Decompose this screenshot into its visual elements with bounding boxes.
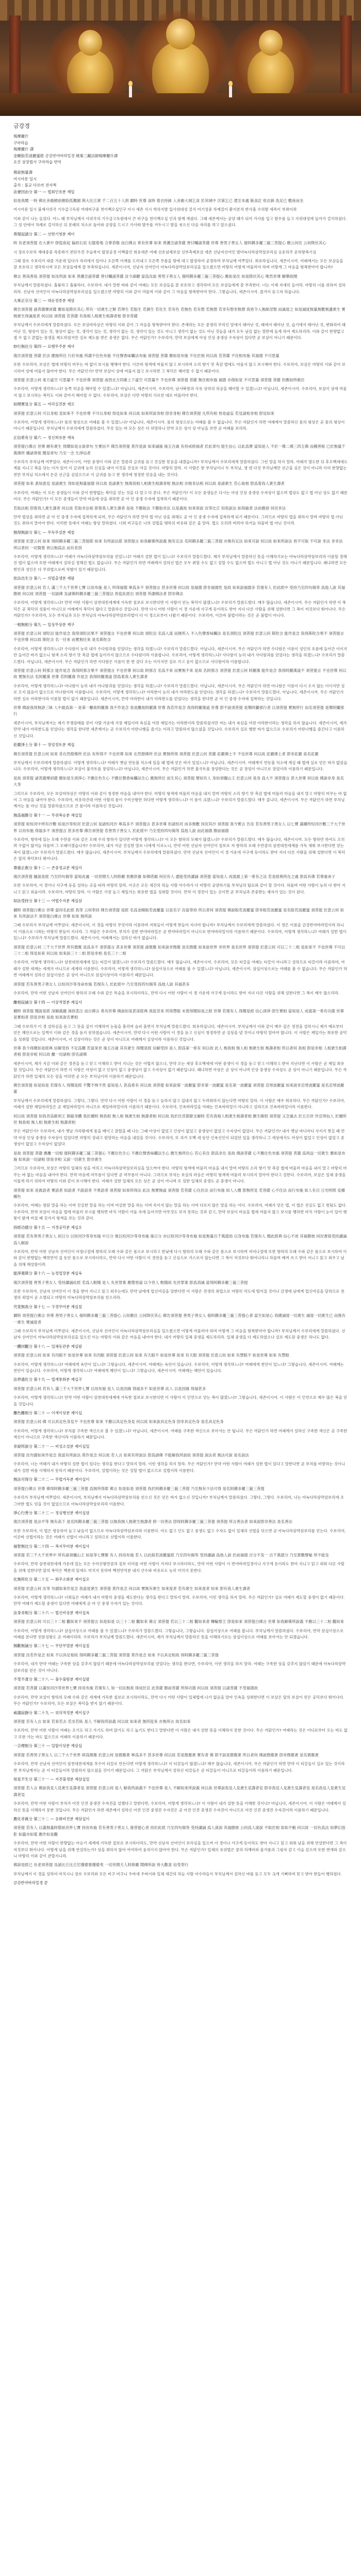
paragraph: 이와 같이 나는 들었다. 어느 때 부처님께서 사위국의 기수급고독원에서 큰 비구들 천이백오십 인과 함께 계셨다. 그때 세존께서는 공양 때가 되어 가사를 입고 발우를 들고 사위대성에 들어가 걸식하셨다. 그 성 안에서 차례로 걸식하신 뒤 본래의 처소로 돌아와 공양을 드시고 가사와 발우를 거두시고 발을 씻으신 다음 자리를 펴고 앉으셨다. [13, 216, 347, 228]
paragraph: 부처님께서 이 경을 설하여 마치시니 장로 수보리와 모든 비구 비구니 우바새 우바이와 일체 세간의 하늘 사람 아수라들이 부처님께서 설하신 바를 듣고 모두 크게 기뻐하며 믿고 받아 받들어 행하였다. [13, 1871, 342, 1876]
paragraph: 是故 須菩提 諸菩薩摩訶薩 應如是生淸淨心 不應住色生心 不應住聲香味觸法生心 應無所住 而生其心 須菩提 譬如有人 身如須彌山王 於意云何 是身 爲大不 須菩提言 甚大世尊 何以故 佛說非身 是名大身 [13, 775, 344, 787]
section-heading-korean: 위의적정분 제이십구 [55, 1710, 90, 1715]
section-heading [13, 1477, 348, 1483]
buddha-statue-left [67, 49, 113, 100]
paragraph: 世尊 我今得聞如是經典 信解受持 不足爲難 若當來世 後五百歲 其有衆生 得聞是經 信解受持 是人 卽爲第一希有 何以故 此人 無我相 無人相 無衆生相 無壽者相 所以者何 我相 卽是非相 人相衆生相壽者相 卽是非相 何以故 離一切諸相 卽名諸佛 [13, 1045, 347, 1057]
separator: — [41, 622, 48, 627]
paragraph: 須菩提 若有人 以滿無量阿僧祇世界七寶 持用布施 若有善男子善女人 發菩提心者 持於此經 乃至四句偈等 受持讀誦 爲人演說 其福勝彼 云何爲人演說 不取於相 如如不動 何以故 一切有爲法 如夢幻泡影 如露亦如電 應作如是觀 [13, 1825, 346, 1837]
paragraph: 何以故 須菩提 如我昔爲歌利王 割截身體 我於爾時 無我相 無人相 無衆生相 無壽者相 何以故 我於往昔節節支解時 若有我相人相衆生相壽者相 應生瞋恨 須菩提 又念過去 於五百世 作忍辱仙人 於爾所世 無我相 無人相 無衆生相 無壽者相 [13, 1113, 347, 1125]
section-heading [13, 1544, 348, 1550]
separator: — [48, 1444, 55, 1449]
separator: — [41, 742, 48, 748]
paragraph: 수보리야, 어떻게 생각하느냐? 부처를 구족한 색신으로 볼 수 있겠느냐? 아닙니다, 세존이시여. 여래를 구족한 색신으로 보아서는 안 됩니다. 무슨 까닭인가 하면 여래께서 설하신 구족한 색신은 곧 구족한 색신이 아니므로 구족한 색신이라 이름하기 때문입니다. [13, 1428, 348, 1440]
separator: — [45, 1743, 52, 1749]
section-heading-hanja: 大乘正宗分 第三 [13, 298, 42, 303]
paragraph: 세존이시여, 부처님께서는 제가 무쟁삼매를 얻어 사람 가운데 가장 제일이며 욕심을 여읜 제일가는 아라한이라 말씀하셨지만 저는 내가 욕심을 여읜 아라한이라는 생각을 하지 않습니다. 세존이시여, 제가 만약 내가 아라한도를 얻었다는 생각을 한다면 세존께서는 곧 수보리가 아란나행을 즐기는 이라고 말씀하지 않으셨을 것입니다. 수보리가 실로 행한 바가 없으므로 수보리가 아란나행을 즐긴다고 이름하신 것입니다. [13, 720, 347, 738]
section-heading [13, 1410, 348, 1416]
paragraph: 時 長老須菩提 在大衆中 卽從座起 偏袒右肩 右膝着地 合掌恭敬 而白佛言 希有世尊 如來 善護念諸菩薩 善付囑諸菩薩 世尊 善男子善女人 發阿耨多羅三藐三菩提心 應云何住 云何降伏其心 [13, 241, 326, 246]
section-heading-korean: 정심행선분 제이십삼 [55, 1510, 90, 1515]
paragraph: 시 장로수보리 재대중중 즉종좌기 편단우견 우슬착지 합장공경 이백불언 희유세존 여래 선호념제보살 선부촉제보살 세존 선남자선여인 발아뇩다라삼먁삼보리심 응운하주 운하항복기심 [13, 249, 317, 255]
paragraph: 須菩提 於意云何 若有人 滿三千大千世界七寶 以用布施 是人 以是因緣 得福多不 如是世尊 此人 以是因緣 得福甚多 [13, 1386, 206, 1391]
paragraph: 佛告須菩提 諸菩薩摩訶薩 應如是降伏其心 所有一切衆生之類 若卵生 若胎生 若濕生 若化生 若有色 若無色 若有想 若無想 若非有想非無想 我皆令入無餘涅槃 而滅度之 如是滅度無量無數無邊衆生 實無衆生得滅度者 何以故 須菩提 若菩薩 有我相人相衆生相壽者相 卽非菩薩 [13, 307, 346, 318]
section-heading-korean: 묘행무주분 제사 [47, 344, 75, 349]
separator: — [45, 812, 52, 818]
section-heading [13, 1816, 348, 1822]
separator: — [48, 1610, 55, 1615]
section-heading-hanja: 法界通化分 第十九 [13, 1377, 45, 1382]
paragraph: 무슨 까닭인가? 수보리야, 내가 옛날 가리왕에게 몸을 베이고 잘렸을 때 나는 그때 아상이 없었고 인상이 없었고 중생상이 없었고 수자상이 없었다. 무슨 까닭인가? 내가 옛날 마디마디 사지가 찢길 때 만약 아상 인상 중생상 수자상이 있었다면 마땅히 성내고 원망하는 마음을 내었을 것이다. 수보리야, 또 과거 오백 세 동안 인욕선인이 되었던 일을 생각하니 그 세상에서도 아상이 없었고 인상이 없었고 중생상이 없었고 수자상이 없었다. [13, 1129, 345, 1147]
meta-line: 鳩摩羅什 [13, 134, 29, 139]
section-heading-korean: 정신희유분 제육 [47, 435, 75, 440]
section-heading [13, 1377, 348, 1383]
section-heading [13, 1776, 348, 1783]
meta-line: 金剛般若波羅蜜經 금강반야바라밀경 姚秦三藏法師鳩摩羅什譯 [13, 153, 118, 158]
paragraph: 수보리야, 만약 보살이 항하의 모래 수와 같은 세계에 가득한 칠보로 보시하더라도, 만약 다시 어떤 사람이 일체법에 나가 없음을 알아 인욕을 성취한다면 이 보살은 앞의 보살이 얻은 공덕보다 뛰어나다. 무슨 까닭인가? 수보리야, 모든 보살은 복덕을 받지 않기 때문이다. [13, 1694, 344, 1706]
paragraph: 須菩提 於意云何 佛 可以具足色身見不 不也世尊 如來 不應以具足色身見 何以故 如來說具足色身 卽非具足色身 是名具足色身 [13, 1419, 224, 1425]
section-heading-korean: 비설소설분 제이십일 [55, 1444, 90, 1449]
paragraph: 여시아문 일시 불재사위국 기수급고독원 여대비구중 천이백오십인구 이시 세존 식시 착의지발 입사위대성 걸식 어기성중 차제걸이 환지본처 반사흘 수의발 세족이 부좌이좌 [13, 207, 297, 212]
separator: — [45, 1411, 52, 1416]
section-heading-korean: 법신비상분 제이십육 [55, 1610, 90, 1615]
section-heading-korean: 선현기청분 제이 [47, 231, 75, 236]
section-heading [13, 530, 348, 536]
section-heading-hanja: 法身非相分 第二十六 [13, 1610, 49, 1615]
paragraph: 須菩提 若善男子善女人 以三千大千世界 碎爲微塵 於意云何 是微塵衆 寧爲多不 甚多世尊 何以故 若是微塵衆 實有者 佛 卽不說是微塵衆 所以者何 佛說微塵衆 卽非微塵衆 是名微塵衆 [13, 1752, 319, 1757]
paragraph: 수보리야, 여래는 참된 말을 하는 이며 진실한 말을 하는 이며 여실한 말을 하는 이며 속이지 않는 말을 하는 이며 다르지 않은 말을 하는 이다. 수보리야, 여래가 얻은 법, 이 법은 진실도 없고 헛됨도 없다. 수보리야, 만약 보살이 마음을 법에 머물러 보시를 행하면 마치 사람이 어둠 속에 들어가면 아무것도 보지 못하는 것과 같고, 만약 보살이 마음을 법에 머물지 않고 보시를 행하면 마치 사람이 눈이 있어 햇빛이 밝게 비칠 때 갖가지 형색을 보는 것과 같다. [13, 1203, 347, 1221]
document-meta [13, 133, 348, 189]
section-heading-hanja: 一相無相分 第九 [13, 622, 42, 627]
meta-line: 요진 삼장법사 구마라습 번역 [13, 160, 61, 165]
separator: — [41, 435, 48, 440]
separator: — [48, 1816, 55, 1821]
section-heading-hanja: 法會因由分 第一 [13, 189, 42, 194]
paragraph: 須菩提 於意云何 阿那含 能作是念 我得阿那含果不 須菩提言 不也世尊 何以故 阿那含 名爲不來 而實無不來 是故 名阿那含 須菩提 於意云何 阿羅漢 能作是念 我得阿羅漢道不 須菩提言 不也世尊 何以故 實無有法 名阿羅漢 世尊 若阿羅漢 作是念 我得阿羅漢道 卽爲着我人衆生壽者 [13, 668, 347, 680]
paragraph: 수보리야, 어떻게 생각하느냐? 삼천대천세계에 있는 티끌이 많겠느냐? 수보리가 말씀드렸다. 매우 많습니다, 세존이시여. 수보리야, 모든 티끌을 여래는 티끌이 아니라고 설하므로 티끌이라 이름하며, 여래가 설한 세계는 세계가 아니므로 세계라 이름한다. 수보리야, 어떻게 생각하느냐? 삼십이상으로 여래를 볼 수 있겠느냐? 아닙니다, 세존이시여. 삼십이상으로는 여래를 볼 수 없습니다. 무슨 까닭인가 하면 여래께서 설하신 삼십이상은 곧 상이 아니므로 삼십이상이라 이름하기 때문입니다. [13, 960, 348, 978]
section-heading-hanja: 應化非眞分 第三十二 [13, 1816, 49, 1821]
separator: — [48, 1776, 55, 1782]
separator: — [45, 1377, 52, 1382]
separator: — [41, 189, 48, 194]
section-heading-korean: 여리실견분 제오 [47, 402, 75, 407]
paragraph: 수보리야, 어떻게 생각하느냐? 몸의 형상으로 여래를 볼 수 있겠느냐? 아닙니다, 세존이시여. 몸의 형상으로는 여래를 볼 수 없습니다. 무슨 까닭인가 하면 여래께서 말씀하신 몸의 형상은 곧 몸의 형상이 아니기 때문입니다. 부처님께서 수보리에게 말씀하셨다. 무릇 있는 바 모든 상은 다 허망하니 만약 모든 상이 상 아님을 보면 곧 여래를 보리라. [13, 420, 345, 431]
separator: — [41, 344, 48, 349]
section-heading-hanja: 正信希有分 第六 [13, 435, 42, 440]
paragraph: 수보리야, 만약 어떤 사람이 여래는 오기도 하고 가기도 하며 앉기도 하고 눕기도 한다고 말한다면 이 사람은 내가 설한 뜻을 이해하지 못한 것이다. 무슨 까닭인가? 여래라는 것은 어디로부터 오는 바도 없고 또한 가는 바도 없으므로 여래라 이름하기 때문이다. [13, 1728, 348, 1739]
section-heading [13, 1710, 348, 1716]
paragraph: 만약 법상을 취하면 곧 아 인 중생 수자에 집착하게 되며, 무슨 까닭인가 하면 만약 법 아닌 상을 취해도 곧 아 인 중생 수자에 집착하게 되기 때문이다. 그러므로 마땅히 법을 취하지 말며 마땅히 법 아닌 것도 취하지 말아야 한다. 이러한 뜻에서 여래는 항상 말하였다. 너희 비구들은 나의 설법을 뗏목의 비유와 같은 줄 알라. 법도 오히려 버려야 하거늘 하물며 법 아닌 것이랴. [13, 514, 343, 526]
section-heading-hanja: 無斷無滅分 第二十七 [13, 1643, 49, 1649]
separator: — [48, 1544, 55, 1549]
section-heading-hanja: 一合理相分 第三十 [13, 1743, 45, 1749]
paragraph: 須菩提 若人言 佛說我見人見衆生見壽者見 須菩提 於意云何 是人 解我所說義不 不也世尊 是人 不解如來所說義 何以故 世尊說我見人見衆生見壽者見 卽非我見人見衆生見壽者見 是名我見人見衆生見壽者見 [13, 1786, 346, 1797]
section-heading [13, 898, 348, 904]
paragraph: 또한 수보리야, 선남자 선여인이 이 경을 받아 지니고 읽고 외우는데도 만약 남에게 업신여김을 당한다면 이 사람은 전생의 죄업으로 마땅히 악도에 떨어질 것이나 금생에 남에게 업신여김을 당하므로 전생의 죄업이 곧 소멸되고 마땅히 아뇩다라삼먁삼보리를 얻으리라. [13, 1289, 344, 1300]
section-heading [13, 999, 348, 1006]
section-heading-korean: 무법가득분 제이십이 [55, 1477, 90, 1482]
paragraph: 須菩提白佛言 世尊 頗有衆生 得聞如是言說章句 生實信不 佛告須菩提 莫作是說 如來滅後 後五百歲 有持戒修福者 於此章句 能生信心 以此爲實 當知是人 不於一佛二佛三四五佛 而種善根 已於無量千萬佛所 種諸善根 聞是章句 乃至一念 生淨信者 [13, 444, 346, 455]
paragraph: 세존이시여, 제가 지금 이와 같은 경전을 듣고 믿고 이해하고 받아 지니는 것은 어렵지 않으나, 만약 오는 세상 후오백세에 어떤 중생이 이 경을 듣고 믿고 이해하고 받아 지닌다면 이 사람은 곧 제일 희유할 것입니다. 무슨 까닭인가 하면 이 사람은 아상이 없고 인상이 없고 중생상이 없고 수자상이 없기 때문입니다. 왜냐하면 아상은 곧 상이 아니며 인상 중생상 수자상도 곧 상이 아니기 때문입니다. 무슨 까닭인가 하면 일체의 모든 상을 여의면 곧 모든 부처님이라 이름하기 때문입니다. [13, 1061, 347, 1079]
paragraph: 수보리야, 어떻게 생각하느냐? 아나함이 능히 내가 아나함과를 얻었다는 생각을 하겠느냐? 수보리가 말씀드렸다. 아닙니다, 세존이시여. 무슨 까닭인가 하면 아나함은 이름이 다시 오지 않는 이이지만 실로 오지 않음이 없으므로 아나함이라 이름합니다. 수보리야, 어떻게 생각하느냐? 아라한이 능히 내가 아라한도를 얻었다는 생각을 하겠느냐? 수보리가 말씀드렸다. 아닙니다, 세존이시여. 무슨 까닭인가 하면 실로 아라한이라 이름할 법이 없기 때문입니다. 세존이시여, 만약 아라한이 내가 아라한도를 얻었다는 생각을 한다면 곧 아 인 중생 수자에 집착하는 것입니다. [13, 683, 345, 701]
header-image [0, 0, 361, 116]
buddha-statue-right [248, 49, 294, 100]
paragraph: 수보리야, 어떻게 생각하느냐? 삼십이상으로 여래를 볼 수 있겠느냐? 수보리가 말씀드렸다. 그렇습니다, 그렇습니다. 삼십이상으로 여래를 봅니다. 부처님께서 말씀하셨다. 수보리야, 만약 삼십이상으로 여래를 본다면 전륜성왕도 곧 여래이리라. 수보리가 부처님께 말씀드렸다. 세존이시여, 제가 부처님께서 말씀하신 뜻을 이해하기로는 삼십이상으로 여래를 보아서는 안 되겠습니다. [13, 1628, 344, 1639]
paragraph: 須菩提 汝勿謂如來作是念 我當有所說法 莫作是念 何以故 若人言 如來有所說法 卽爲謗佛 不能解我所說故 須菩提 說法者 無法可說 是名說法 [13, 1453, 249, 1458]
separator: — [45, 1225, 52, 1230]
section-heading-korean: 여법수지분 제십삼 [51, 899, 83, 904]
paragraph: 佛告須菩提 於意云何 如來 昔在然燈佛所 於法 有所得不 不也世尊 如來 在然燈佛所 於法 實無所得 須菩提 於意云何 菩薩 莊嚴佛土不 不也世尊 何以故 莊嚴佛土者 卽非莊嚴 是名莊嚴 [13, 751, 319, 756]
section-heading-korean: 장엄정토분 제십 [47, 742, 75, 748]
section-heading [13, 298, 348, 304]
paragraph: 그때 장로 수보리가 대중 가운데 있다가 자리에서 일어나 오른쪽 어깨를 드러내고 오른쪽 무릎을 땅에 대고 합장하여 공경하며 부처님께 여쭈었다. 희유하십니다, 세존이시여. 여래께서는 모든 보살들을 잘 보호하고 생각하시며 모든 보살들에게 잘 부촉하십니다. 세존이시여, 선남자 선여인이 아뇩다라삼먁삼보리심을 일으켰으면 마땅히 어떻게 머물러야 하며 어떻게 그 마음을 항복받아야 합니까? [13, 258, 343, 270]
candle [229, 86, 232, 97]
separator: — [41, 231, 48, 236]
paragraph: 須菩提 若菩薩 以滿恒河沙等世界七寶 持用布施 若復有人 知一切法無我 得成於忍 此菩薩 勝前菩薩 所得功德 何以故 須菩提 以諸菩薩 不受福德故 [13, 1686, 258, 1691]
section-heading [13, 1577, 348, 1583]
section-heading [13, 575, 348, 582]
paragraph: 수보리야, 너는 여래가 내가 마땅히 설한 법이 있다는 생각을 한다고 말하지 말라. 이런 생각을 하지 말라. 무슨 까닭인가? 만약 어떤 사람이 여래가 설한 법이 있다고 말한다면 곧 부처를 비방하는 것이니 내가 설한 바를 이해하지 못하기 때문이다. 수보리야, 설법이라는 것은 설할 법이 없으므로 설법이라 이름한다. [13, 1462, 346, 1473]
section-heading [13, 231, 348, 238]
section-heading-korean: 복지무비분 제이십사 [55, 1544, 90, 1549]
paragraph: 須菩提 於意云何 東方虛空 可思量不 不也世尊 須菩提 南西北方四維上下虛空 可思量不 不也世尊 須菩提 菩薩 無住相布施 福德 亦復如是 不可思量 須菩提 菩薩 但應如所敎住 [13, 378, 305, 382]
section-heading [13, 1676, 348, 1683]
section-heading-hanja: 善現起請分 第二 [13, 231, 42, 236]
paragraph: 爾時 須菩提 聞說是經 深解義趣 涕淚悲泣 而白佛言 希有世尊 佛說如是甚深經典 我從昔來 所得慧眼 未曾得聞如是之經 世尊 若復有人 得聞是經 信心淸淨 卽生實相 當知是人 成就第一希有功德 世尊 是實相者 卽是非相 是故 如來說名實相 [13, 1008, 344, 1020]
section-heading [13, 865, 348, 871]
paragraph: 須菩提 於意云何 汝等 勿謂如來作是念 我當度衆生 須菩提 莫作是念 何以故 實無有衆生 如來度者 若有衆生 如來度者 如來 卽有我人衆生壽者 [13, 1586, 251, 1591]
paragraph: 須菩提 於意云何 如來 有肉眼不 如是世尊 如來 有肉眼 須菩提 於意云何 如來 有天眼不 如是世尊 如來 有天眼 須菩提 於意云何 如來 有慧眼不 如是世尊 如來 有慧眼 [13, 1353, 289, 1358]
section-heading [13, 189, 348, 195]
section-heading-hanja: 福智無比分 第二十四 [13, 1544, 49, 1549]
separator: — [45, 899, 52, 904]
section-heading [13, 401, 348, 408]
paragraph: 또한 수보리야, 보살은 법에 마땅히 머무는 바 없이 보시를 행해야 한다. 이른바 형색에 머물지 않고 보시하며 소리 향기 맛 촉감 법에도 머물지 않고 보시해야 한다. 수보리야, 보살은 마땅히 이와 같이 보시하여 상에 머물지 않아야 한다. 무슨 까닭인가? 만약 보살이 상에 머물지 않고 보시하면 그 복덕은 헤아릴 수 없기 때문이다. [13, 362, 346, 374]
section-heading-hanja: 離相寂滅分 第十四 [13, 999, 45, 1005]
buddha-head [259, 30, 283, 56]
section-heading-korean: 존중정교분 제십이 [51, 865, 83, 870]
section-heading-hanja: 威儀寂靜分 第二十九 [13, 1710, 49, 1715]
paragraph: 수보리야, 만약 어떤 선남자 선여인이 항하의 모래 수와 같은 목숨을 보시하더라도, 만약 다시 어떤 사람이 이 경 가운데 사구게 등이라도 받아 지녀 다른 사람을 위해 설한다면 그 복이 매우 많으리라. [13, 991, 340, 996]
section-heading [13, 812, 348, 819]
meta-line: 구마라습 [13, 140, 28, 145]
section-heading [13, 435, 348, 441]
buddha-head [78, 30, 102, 56]
paragraph: 復次須菩提 善男子善女人 受持讀誦此經 若爲人輕賤 是人 先世罪業 應墮惡道 以今世人 輕賤故 先世罪業 卽爲消滅 當得阿耨多羅三藐三菩提 [13, 1280, 248, 1285]
section-heading [13, 1304, 348, 1310]
paragraph: 復次須菩提 是法平等 無有高下 是名阿耨多羅三藐三菩提 以無我無人無衆生無壽者 修一切善法 卽得阿耨多羅三藐三菩提 須菩提 所言善法者 如來說卽非善法 是名善法 [13, 1519, 292, 1524]
paragraph: 世尊 佛說我得無諍三昧 人中最爲第一 是第一離欲阿羅漢 我不作是念 我是離欲阿羅漢 世尊 我若作是念 我得阿羅漢道 世尊 卽不說須菩提 是樂阿蘭那行者 以須菩提 實無所行 而名須菩提 是樂阿蘭那行 [13, 705, 344, 717]
paragraph: 수보리가 부처님께 여쭈었다. 세존이시여, 부처님께서 아뇩다라삼먁삼보리를 얻으신 것은 얻은 바가 없으신 것입니까? 부처님께서 말씀하셨다. 그렇다, 그렇다. 수보리야, 나는 아뇩다라삼먁삼보리에 조그마한 법도 얻을 것이 없었으므로 아뇩다라삼먁삼보리라 이름한다. [13, 1495, 344, 1506]
section-heading-korean: 능정업장분 제십육 [51, 1271, 83, 1276]
meta-line: 출처 : 불교 다르마 전자책 [13, 183, 57, 188]
paragraph: 佛言 善哉善哉 須菩提 如汝所說 如來 善護念諸菩薩 善付囑諸菩薩 汝今諦聽 當爲汝說 善男子善女人 發阿耨多羅三藐三菩提心 應如是住 如是降伏其心 唯然世尊 願樂欲聞 [13, 274, 298, 279]
meta-line: 佛說無量壽 [13, 170, 32, 175]
separator: — [45, 1304, 52, 1309]
paragraph: 須菩提 於意云何 若人 滿三千大千世界七寶 以用布施 是人 所得福德 寧爲多不 須菩提言 甚多世尊 何以故 是福德 卽非福德性 是故 如來說福德多 若復有人 於此經中 受持乃至四句偈等 爲他人說 其福勝彼 何以故 須菩提 一切諸佛 及諸佛阿耨多羅三藐三菩提法 皆從此經出 須菩提 所謂佛法者 卽非佛法 [13, 585, 346, 596]
separator: — [45, 1344, 52, 1349]
section-heading-korean: 화무소화분 제이십오 [55, 1577, 90, 1582]
paragraph: 佛告須菩提 如是如是 若復有人 得聞是經 不驚不怖不畏 當知是人 甚爲希有 何以故 須菩提 如來說第一波羅蜜 卽非第一波羅蜜 是名第一波羅蜜 須菩提 忍辱波羅蜜 如來說非忍辱波羅蜜 是名忍辱波羅蜜 [13, 1082, 344, 1094]
separator: — [48, 1577, 55, 1582]
section-heading-hanja: 莊嚴淨土分 第十 [13, 742, 42, 748]
paragraph: 수보리야, 만약 어떤 선남자 선여인이 아침나절에 항하의 모래 수와 같은 몸으로 보시하고 한낮에 다시 항하의 모래 수와 같은 몸으로 보시하며 저녁나절에 또한 항하의 모래 수와 같은 몸으로 보시하여 이와 같이 한량없는 백천만억 겁 동안 몸으로 보시하더라도, 만약 다시 어떤 사람이 이 경전을 듣고 신심으로 거스르지 않는다면 그 복이 저것보다 뛰어나리니 하물며 베껴 쓰고 받아 지니고 읽고 외우고 남을 위해 해설함이랴. [13, 1249, 347, 1267]
paragraph: 부처님께서 수보리에게 말씀하셨다. 모든 보살마하살은 마땅히 이와 같이 그 마음을 항복받아야 한다. 존재하는 모든 중생의 무리인 알에서 태어난 것, 태에서 태어난 것, 습기에서 태어난 것, 변화하여 태어난 것, 형상이 있는 것, 형상이 없는 것, 생각이 있는 것, 생각이 없는 것, 생각이 있는 것도 아니고 생각이 없는 것도 아닌 것들을 내가 모두 남김 없는 열반에 들게 하여 제도하리라. 이와 같이 한량없고 셀 수 없고 끝없는 중생을 제도하였지만 실로 제도를 받은 중생은 없다. 무슨 까닭인가? 수보리야, 만약 보살에게 아상 인상 중생상 수자상이 있다면 곧 보살이 아니기 때문이다. [13, 323, 346, 340]
section-heading-hanja: 尊重正敎分 第十二 [13, 865, 45, 870]
section-heading-korean: 법회인유분 제일 [47, 189, 75, 194]
meta-line: 鳩摩羅什 譯 [13, 147, 34, 152]
paragraph: 부처님께서 말씀하셨다. 훌륭하고 훌륭하다, 수보리야. 네가 말한 바와 같이 여래는 모든 보살들을 잘 보호하고 생각하며 모든 보살들에게 잘 부촉한다. 너는 이제 자세히 들어라. 마땅히 너를 위하여 설하리라. 선남자 선여인이 아뇩다라삼먁삼보리심을 일으켰으면 마땅히 이와 같이 머물며 이와 같이 그 마음을 항복받아야 한다. 그렇습니다, 세존이시여. 즐거이 듣고자 하옵니다. [13, 283, 346, 294]
paragraph: 復次須菩提 隨說是經 乃至四句偈等 當知此處 一切世間天人阿修羅 皆應供養 如佛塔廟 何況有人 盡能受持讀誦 須菩提 當知是人 成就最上第一希有之法 若是經典所在之處 卽爲有佛 若尊重弟子 [13, 874, 336, 879]
paragraph: 須菩提 於意云何 可以身相 見如來不 不也世尊 不可以身相 得見如來 何以故 如來所說身相 卽非身相 佛告須菩提 凡所有相 皆是虛妄 若見諸相非相 卽見如來 [13, 411, 274, 416]
separator: — [41, 530, 48, 535]
paragraph: 또한 수보리야, 이 경이나 사구게 등을 설하는 곳을 따라 마땅히 알라. 이곳은 모든 세간의 하늘 사람 아수라가 다 마땅히 공양하기를 부처님의 탑묘와 같이 할 것이다. 하물며 어떤 사람이 능히 다 받아 지니고 읽고 외움이랴. 수보리야, 마땅히 알라. 이 사람은 가장 높고 제일가는 희유한 법을 성취할 것이다. 만약 이 경전이 있는 곳이면 곧 부처님과 존중받는 제자가 있는 것이 된다. [13, 883, 346, 894]
page-title: 금강경 [13, 123, 30, 129]
paragraph: 수보리야, 네가 만약 여래는 구족한 상을 갖추지 않았기 때문에 아뇩다라삼먁삼보리를 얻었다는 생각을 한다면, 수보리야, 이런 생각을 하지 말라. 여래는 구족한 상을 갖추지 않았기 때문에 아뇩다라삼먁삼보리를 얻은 것이 아니다. [13, 1662, 346, 1673]
meta-line: 여시아문 일시 [13, 176, 37, 181]
section-heading-hanja: 不受不貪分 第二十八 [13, 1677, 49, 1682]
sections-container [13, 189, 348, 1878]
section-heading-hanja: 知見不生分 第三十一 [13, 1776, 49, 1782]
section-heading-hanja: 無得無說分 第七 [13, 530, 42, 535]
section-heading-hanja: 一體同觀分 第十八 [13, 1344, 45, 1349]
section-heading-korean: 무단무멸분 제이십칠 [55, 1643, 90, 1649]
section-heading-korean: 지경공덕분 제십오 [51, 1225, 83, 1230]
section-heading [13, 1225, 348, 1231]
paragraph: 그러므로 수보리야, 보살은 마땅히 일체의 상을 여의고 아뇩다라삼먁삼보리심을 일으켜야 한다. 마땅히 형색에 머물러 마음을 내지 말며 마땅히 소리 향기 맛 촉감 법에 머물러 마음을 내지 말고 마땅히 머무는 바 없는 마음을 내어야 한다. 만약 마음에 머무름이 있다면 곧 머무름이 아니다. 그러므로 부처는 보살의 마음은 마땅히 형색에 머물러 보시하지 말아야 한다고 설한다. 수보리야, 보살은 일체 중생을 이롭게 하기 위하여 마땅히 이와 같이 보시해야 한다. 여래가 설한 일체의 모든 상은 곧 상이 아니며 또 설한 일체의 중생도 곧 중생이 아니다. [13, 1166, 347, 1184]
section-heading [13, 1270, 348, 1277]
section-heading [13, 622, 348, 628]
paragraph: 수보리야, 어떻게 생각하느냐? 만약 어떤 사람이 삼천대천세계에 가득한 칠보로 보시한다면 이 사람이 이 인연으로 얻는 복이 많겠느냐? 그렇습니다, 세존이시여. 이 사람은 이 인연으로 매우 많은 복을 얻을 것입니다. [13, 1395, 348, 1406]
section-heading-korean: 일합이상분 제삼십 [51, 1743, 83, 1749]
section-heading-hanja: 依法出生分 第八 [13, 576, 42, 581]
section-heading-korean: 대승정종분 제삼 [47, 298, 75, 303]
separator: — [41, 576, 48, 581]
section-heading [13, 1510, 348, 1516]
section-heading-korean: 무득무설분 제칠 [47, 530, 75, 535]
candle [129, 86, 132, 97]
paragraph: 須菩提 若有人言 如來 若來若去 若坐若臥 是人 不解我所說義 何以故 如來者 無所從來 亦無所去 故名如來 [13, 1719, 191, 1724]
section-heading-hanja: 非說所說分 第二十一 [13, 1444, 49, 1449]
section-heading-korean: 불수불탐분 제이십팔 [55, 1677, 90, 1682]
section-heading-hanja: 究竟無我分 第十七 [13, 1304, 45, 1309]
buddha-head [166, 19, 195, 49]
separator: — [45, 1271, 52, 1276]
paragraph: 수보리야, 만약 선남자 선여인이 삼천대천세계를 부수어 티끌로 만든다면 어떻게 생각하느냐? 이 티끌들이 많겠느냐? 매우 많습니다, 세존이시여. 무슨 까닭인가 하면 만약 이 티끌들이 실로 있는 것이라면 부처님께서는 곧 이 티끌들이라 말씀하지 않으셨을 것이기 때문입니다. 그 까닭은 부처님께서 설하신 티끌들은 곧 티끌들이 아니므로 티끌들이라 이름하기 때문입니다. [13, 1761, 345, 1773]
paragraph: 須菩提 如來 悉知悉見 是諸衆生 得如是無量福德 何以故 是諸衆生 無復我相人相衆生相壽者相 無法相 亦無非法相 何以故 是諸衆生 若心取相 卽爲着我人衆生壽者 [13, 481, 285, 486]
section-heading-hanja: 無爲福勝分 第十一 [13, 812, 45, 818]
paragraph: 復次須菩提 菩薩 於法 應無所住 行於布施 所謂不住色布施 不住聲香味觸法布施 須菩提 菩薩 應如是布施 不住於相 何以故 若菩薩 不住相布施 其福德 不可思量 [13, 353, 280, 358]
paragraph: 須菩提 如來 是眞語者 實語者 如語者 不誑語者 不異語者 須菩提 如來所得法 此法 無實無虛 須菩提 若菩薩 心住於法 而行布施 如人入闇 卽無所見 若菩薩 心不住法 而行布施 如人有目 日光明照 見種種色 [13, 1188, 345, 1199]
section-heading-hanja: 能淨業障分 第十六 [13, 1271, 45, 1276]
paragraph: 그때 수보리가 부처님께 여쭈었다. 세존이시여, 이 경을 마땅히 무엇이라 이름하며 저희들이 어떻게 받들어 지녀야 합니까? 부처님께서 수보리에게 말씀하셨다. 이 경은 이름을 금강반야바라밀이라 하니 이 이름으로 너희는 마땅히 받들어 지녀라. 그 까닭은 수보리야, 부처가 설한 반야바라밀은 곧 반야바라밀이 아니므로 반야바라밀이라 이름하기 때문이다. 수보리야, 어떻게 생각하느냐? 여래가 설한 법이 있느냐? 수보리가 부처님께 말씀드렸다. 세존이시여, 여래께서는 설하신 바가 없습니다. [13, 923, 347, 941]
paragraph: 그때 수보리가 이 경 설하심을 듣고 그 뜻을 깊이 이해하여 눈물을 흘리며 슬피 울면서 부처님께 말씀드렸다. 희유하십니다, 세존이시여. 부처님께서 이와 같이 매우 깊은 경전을 설하시니 제가 예로부터 얻은 혜안으로는 일찍이 이와 같은 경을 듣지 못하였습니다. 세존이시여, 만약 다시 어떤 사람이 이 경을 듣고 신심이 청정하면 곧 실상을 낼 것이니 마땅히 알아야 합니다. 이 사람은 제일가는 희유한 공덕을 성취할 것입니다. 세존이시여, 이 실상이라는 것은 곧 상이 아니므로 여래께서 실상이라 이름하신 것입니다. [13, 1024, 347, 1042]
section-heading-hanja: 離色離相分 第二十 [13, 1411, 45, 1416]
paragraph: 부처님께서 수보리에게 말씀하셨다. 그렇다, 그렇다. 만약 다시 어떤 사람이 이 경을 듣고 놀라지 않고 겁내지 않고 두려워하지 않는다면 마땅히 알라. 이 사람은 매우 희유하다. 무슨 까닭인가? 수보리야, 여래가 설한 제일바라밀은 곧 제일바라밀이 아니므로 제일바라밀이라 이름하기 때문이다. 수보리야, 인욕바라밀을 여래는 인욕바라밀이 아니라고 설하므로 인욕바라밀이라 이름한다. [13, 1098, 346, 1110]
paragraph: 수보리야, 만약 어떤 사람이 부처가 아견 인견 중생견 수자견을 설했다고 말한다면, 수보리야, 어떻게 생각하느냐? 이 사람이 내가 설한 뜻을 이해한 것이냐? 아닙니다, 세존이시여. 이 사람은 여래께서 설하신 뜻을 이해하지 못한 것입니다. 무슨 까닭인가 하면 세존께서 설하신 아견 인견 중생견 수자견은 곧 아견 인견 중생견 수자견이 아니므로 아견 인견 중생견 수자견이라 이름하기 때문입니다. [13, 1801, 346, 1812]
paragraph: 佛說是經已 長老須菩提 及諸比丘比丘尼優婆塞優婆夷 一切世間天人阿修羅 聞佛所說 皆大歡喜 信受奉行 [13, 1862, 189, 1868]
paragraph: 須菩提 若有善男子善女人 初日分 以恒河沙等身布施 中日分 復以恒河沙等身布施 後日分 亦以恒河沙等身布施 如是無量百千萬億劫 以身布施 若復有人 聞此經典 信心不逆 其福勝彼 何況書寫受持讀誦 爲人解說 [13, 1234, 347, 1245]
section-heading-hanja: 如理實見分 第五 [13, 402, 42, 407]
separator: — [48, 1710, 55, 1715]
section-heading-hanja: 如法受持分 第十三 [13, 899, 45, 904]
section-heading-korean: 일체동관분 제십팔 [51, 1344, 83, 1349]
section-heading [13, 1643, 348, 1649]
separator: — [45, 999, 52, 1005]
section-heading-korean: 이색이상분 제이십 [51, 1411, 83, 1416]
paragraph: 수보리야, 만약 삼천대천세계 가운데 있는 모든 수미산왕만큼의 칠보 더미를 어떤 사람이 가져다 보시하더라도, 만약 어떤 사람이 이 반야바라밀경이나 사구게 등이라도 받아 지니고 읽고 외워 다른 사람을 위해 설한다면 앞의 복덕은 백분의 일에도 미치지 못하며 백천만억분 내지 산수와 비유로도 능히 미치지 못한다. [13, 1562, 344, 1573]
separator: — [48, 1510, 55, 1515]
section-heading [13, 1344, 348, 1350]
section-heading-korean: 일상무상분 제구 [47, 622, 75, 627]
paragraph: 부처님께서 수보리에게 말씀하셨다. 어떻게 생각하느냐? 여래가 옛날 연등불 처소에 있을 때 법에 얻은 바가 있었느냐? 아닙니다, 세존이시여. 여래께서 연등불 처소에 계실 때 법에 실로 얻은 바가 없었습니다. 수보리야, 어떻게 생각하느냐? 보살이 불국토를 장엄하느냐? 아닙니다, 세존이시여. 무슨 까닭인가 하면 불국토를 장엄한다는 것은 곧 장엄이 아니므로 장엄이라 이름하기 때문입니다. [13, 760, 348, 772]
paragraph: 그때 수보리가 부처님께 여쭈었다. 세존이시여, 선남자 선여인이 아뇩다라삼먁삼보리심을 일으켰으면 어떻게 머물러야 하며 어떻게 그 마음을 항복받아야 합니까? 부처님께서 수보리에게 말씀하셨다. 선남자 선여인이 아뇩다라삼먁삼보리심을 일으킨 이는 마땅히 이와 같은 마음을 내어야 한다. 내가 마땅히 일체 중생을 제도하리라. 일체 중생을 다 제도하였으나 실로 제도된 중생은 하나도 없다. [13, 1328, 346, 1340]
section-heading-hanja: 妙行無住分 第四 [13, 344, 42, 349]
paragraph: 爾時 須菩提白佛言 世尊 當何名此經 我等 云何奉持 佛告須菩提 是經 名爲金剛般若波羅蜜 以是名字 汝當奉持 所以者何 須菩提 佛說般若波羅蜜 卽非般若波羅蜜 是名般若波羅蜜 須菩提 於意云何 如來 有所說法不 須菩提白佛言 世尊 如來 無所說 [13, 907, 344, 919]
paragraph: 須菩提 於意云何 可以三十二相 觀如來不 須菩提言 如是如是 以三十二相 觀如來 佛言 須菩提 若以三十二相 觀如來者 轉輪聖王 卽是如來 須菩提白佛言 世尊 如我解佛所說義 不應以三十二相 觀如來 [13, 1619, 344, 1624]
section-heading-hanja: 化無所化分 第二十五 [13, 1577, 49, 1582]
paragraph: 수보리야, 어떻게 생각하느냐? 여래가 아뇩다라삼먁삼보리를 얻었느냐? 여래가 설한 법이 있느냐? 수보리가 말씀드렸다. 제가 부처님께서 말씀하신 뜻을 이해하기로는 아뇩다라삼먁삼보리라 이름할 정해진 법이 없으며 또한 여래께서 설하실 정해진 법도 없습니다. 무슨 까닭인가 하면 여래께서 설하신 법은 모두 취할 수도 없고 설할 수도 없으며 법도 아니고 법 아닌 것도 아니기 때문입니다. 왜냐하면 모든 현인과 성인은 다 무위법으로써 차별이 있기 때문입니다. [13, 554, 347, 572]
section-heading [13, 742, 348, 748]
section-heading-korean: 응화비진분 제삼십이 [55, 1816, 90, 1821]
paragraph: 수보리야, 어떻게 생각하느냐? 여래에게 육안이 있느냐? 그렇습니다, 세존이시여. 여래께는 육안이 있습니다. 수보리야, 어떻게 생각하느냐? 여래에게 천안이 있느냐? 그렇습니다, 세존이시여. 여래께는 천안이 있습니다. 수보리야, 어떻게 생각하느냐? 여래에게 혜안이 있느냐? 그렇습니다, 세존이시여. 여래께는 혜안이 있습니다. [13, 1362, 344, 1373]
separator: — [41, 298, 48, 303]
separator: — [45, 865, 52, 870]
paragraph: 若取法相 卽着我人衆生壽者 何以故 若取非法相 卽着我人衆生壽者 是故 不應取法 不應取非法 以是義故 如來常說 汝等比丘 知我說法 如筏喩者 法尙應捨 何況非法 [13, 505, 286, 511]
section-heading-korean: 법계통화분 제십구 [51, 1377, 83, 1382]
paragraph: 須菩提 若三千大千世界中 所有諸須彌山王 如是等七寶聚 有人 持用布施 若人 以此般若波羅蜜經 乃至四句偈等 受持讀誦 爲他人說 於前福德 百分不及一 百千萬億分 乃至算數譬喩 所不能及 [13, 1552, 329, 1557]
section-heading-hanja: 淨心行善分 第二十三 [13, 1510, 49, 1515]
section-heading-hanja: 無法可得分 第二十二 [13, 1477, 49, 1482]
section-heading-korean: 무위복승분 제십일 [51, 812, 83, 818]
paragraph: 須菩提 汝若作是念 如來 不以具足相故 得阿耨多羅三藐三菩提 須菩提 莫作是念 如來 不以具足相故 得阿耨多羅三藐三菩提 [13, 1652, 219, 1657]
paragraph: 須菩提 於意云何 須陀洹 能作是念 我得須陀洹果不 須菩提言 不也世尊 何以故 須陀洹 名爲入流 而無所入 不入色聲香味觸法 是名須陀洹 須菩提 於意云何 斯陀含 能作是念 我得斯陀含果不 須菩提言 不也世尊 何以故 斯陀含 名一往來 而實無往來 是名斯陀含 [13, 631, 344, 642]
candle-flame [228, 81, 233, 86]
separator: — [41, 402, 48, 407]
paragraph: 如是我聞 一時 佛在舍衛國祇樹給孤獨園 與大比丘衆 千二百五十人俱 爾時 世尊 食時 着衣持鉢 入舍衛大城乞食 於其城中 次第乞已 還至本處 飯食訖 收衣鉢 洗足已 敷座而坐 [13, 198, 304, 204]
paragraph: 수보리야, 여래는 이 모든 중생들이 이와 같이 한량없는 복덕을 얻는 것을 다 알고 다 본다. 무슨 까닭인가? 이 모든 중생들은 다시는 아상 인상 중생상 수자상이 없으며 법상도 없고 법 아닌 상도 없기 때문이다. 무슨 까닭인가? 이 모든 중생들이 만약 마음에 상을 취하면 곧 아 인 중생 수자에 집착하기 때문이다. [13, 490, 348, 502]
section-heading [13, 344, 348, 350]
document-body [0, 116, 361, 1887]
paragraph: 須菩提 若有善男子善女人 以恒河沙等身命布施 若復有人 於此經中 乃至受持四句偈等 爲他人說 其福甚多 [13, 981, 190, 987]
paragraph: 수보리야, 어떻게 생각하느냐? 너희들은 여래가 내가 마땅히 중생을 제도한다는 생각을 한다고 말하지 말라. 수보리야, 이런 생각을 하지 말라. 무슨 까닭인가? 실로 여래가 제도할 중생이 없기 때문이다. 만약 여래가 제도할 중생이 있다면 여래에게 곧 아 인 중생 수자가 있는 것이다. [13, 1595, 345, 1606]
paragraph: 그러므로 수보리야, 모든 보살마하살은 마땅히 이와 같이 청정한 마음을 내어야 한다. 마땅히 형색에 머물러 마음을 내지 말며 마땅히 소리 향기 맛 촉감 법에 머물러 마음을 내지 말고 마땅히 머무는 바 없이 그 마음을 내어야 한다. 수보리야, 비유하건대 어떤 사람의 몸이 수미산왕만 하다면 어떻게 생각하느냐? 이 몸이 크겠느냐? 수보리가 말씀드렸다. 매우 큽니다, 세존이시여. 무슨 까닭인가 하면 부처님께서는 몸 아닌 것을 말씀하셨으므로 큰 몸이라 이름하신 것입니다. [13, 791, 347, 809]
paragraph: 수보리야, 만약 어떤 사람이 한량없는 아승기 세계에 가득한 칠보로 보시하더라도, 만약 선남자 선여인이 보리심을 일으켜 이 경이나 사구게 등이라도 받아 지니고 읽고 외워 남을 위해 연설한다면 그 복이 저것보다 뛰어나다. 어떻게 남을 위해 연설하는가? 상을 취하지 않아 여여하여 움직이지 않아야 한다. 무슨 까닭인가? 일체의 유위법은 꿈과 허깨비와 물거품과 그림자 같고 이슬 같으며 또한 번개와 같으니 마땅히 이와 같이 관할지니라. [13, 1841, 347, 1858]
paragraph: 須菩提白佛言 世尊 佛得阿耨多羅三藐三菩提 爲無所得耶 佛言 如是如是 須菩提 我於阿耨多羅三藐三菩提 乃至無有少法可得 是名阿耨多羅三藐三菩提 [13, 1486, 265, 1491]
paragraph: 수보리야, 어떻게 생각하느냐? 수다원이 능히 내가 수다원과를 얻었다는 생각을 하겠느냐? 수보리가 말씀드렸다. 아닙니다, 세존이시여. 무슨 까닭인가 하면 수다원은 이름이 성인의 흐름에 들어간 이이지만 들어간 바가 없으니 형색 소리 향기 맛 촉감 법에 들어가지 않으므로 수다원이라 이름합니다. 수보리야, 어떻게 생각하느냐? 사다함이 능히 내가 사다함과를 얻었다는 생각을 하겠느냐? 수보리가 말씀드렸다. 아닙니다, 세존이시여. 무슨 까닭인가 하면 사다함은 이름이 한 번 갔다 오는 이이지만 실로 가고 옴이 없으므로 사다함이라 이름합니다. [13, 646, 348, 664]
section-heading [13, 1444, 348, 1450]
candle-flame [128, 81, 133, 86]
paragraph: 수보리야, 어떻게 생각하느냐? 만약 어떤 사람이 삼천대천세계에 가득한 칠보로 보시한다면 이 사람이 얻는 복덕이 많겠느냐? 수보리가 말씀드렸다. 매우 많습니다, 세존이시여. 무슨 까닭인가 하면 이 복덕은 곧 복덕의 성품이 아니므로 여래께서 복덕이 많다고 말씀하신 것입니다. 만약 다시 어떤 사람이 이 경 가운데 사구게 등이라도 받아 지녀 다른 사람을 위해 설한다면 그 복이 저것보다 뛰어나다. 무슨 까닭인가? 수보리야, 모든 부처님과 모든 부처님의 아뇩다라삼먁삼보리법이 다 이 경으로부터 나왔기 때문이다. 수보리야, 이른바 불법이라는 것은 곧 불법이 아니다. [13, 600, 346, 618]
paragraph: 또한 수보리야, 이 법은 평등하여 높고 낮음이 없으므로 아뇩다라삼먁삼보리라 이름한다. 아도 없고 인도 없고 중생도 없고 수자도 없이 일체의 선법을 닦으면 곧 아뇩다라삼먁삼보리를 얻는다. 수보리야, 이른바 선법이라는 것은 여래가 선법이 아니라고 설하므로 선법이라 이름한다. [13, 1528, 346, 1540]
separator: — [48, 1677, 55, 1682]
section-heading-korean: 지견불생분 제삼십일 [55, 1776, 90, 1782]
paragraph: 爾時 須菩提白佛言 世尊 善男子善女人 發阿耨多羅三藐三菩提心 云何應住 云何降伏其心 佛告須菩提 善男子善女人 發阿耨多羅三藐三菩提心者 當生如是心 我應滅度一切衆生 滅度一切衆生已 而無有一衆生 實滅度者 [13, 1313, 346, 1325]
separator: — [48, 1643, 55, 1649]
paragraph: 須菩提 於意云何 三千大千世界 所有微塵 是爲多不 須菩提言 甚多世尊 須菩提 諸微塵 如來說非微塵 是名微塵 如來說世界 非世界 是名世界 須菩提 於意云何 可以三十二相 見如來不 不也世尊 不可以三十二相 得見如來 何以故 如來說三十二相 卽是非相 是名三十二相 [13, 944, 346, 956]
section-heading-korean: 의법출생분 제팔 [47, 576, 75, 581]
section-heading [13, 1743, 348, 1749]
section-heading [13, 1610, 348, 1616]
paragraph: 수보리야, 어떻게 생각하느냐? 동쪽 허공을 헤아릴 수 있겠느냐? 아닙니다, 세존이시여. 수보리야, 남서북방과 사유 상하의 허공을 헤아릴 수 있겠느냐? 아닙니다, 세존이시여. 수보리야, 보살이 상에 머물지 않고 보시하는 복덕도 이와 같아서 헤아릴 수 없다. 수보리야, 보살은 다만 마땅히 가르친 대로 머물러야 한다. [13, 386, 347, 398]
section-heading-korean: 이상적멸분 제십사 [51, 999, 83, 1005]
section-heading-korean: 구경무아분 제십칠 [51, 1304, 83, 1309]
paragraph: 須菩提 於意云何 如來 得阿耨多羅三藐三菩提耶 如來 有所說法耶 須菩提言 如我解佛所說義 無有定法 名阿耨多羅三藐三菩提 亦無有定法 如來可說 何以故 如來所說法 皆不可取 不可說 非法 非非法 所以者何 一切賢聖 皆以無爲法 而有差別 [13, 539, 343, 550]
paragraph: 須菩提 如恒河中所有沙數 如是沙等恒河 於意云何 是諸恒河沙 寧爲多不 須菩提言 甚多世尊 但諸恒河 尙多無數 何況其沙 須菩提 我今實言 告汝 若有善男子善女人 以七寶 滿爾所恒河沙數三千大千世界 以用布施 得福多不 須菩提言 甚多世尊 佛告須菩提 若善男子善女人 於此經中 乃至受持四句偈等 爲他人說 而此福德 勝前福德 [13, 822, 346, 833]
section-heading-hanja: 持經功德分 第十五 [13, 1225, 45, 1230]
paragraph: 수보리가 부처님께 여쭈었다. 세존이시여, 어떤 중생이 이와 같은 말씀과 글귀를 듣고 진실한 믿음을 내겠습니까? 부처님께서 수보리에게 말씀하셨다. 그런 말을 하지 말라. 여래가 멸도한 뒤 후오백세에도 계를 지니고 복을 닦는 이가 있어 이 글귀에 능히 신심을 내어 이것을 진실로 여길 것이다. 마땅히 알라. 이 사람은 한 부처님이나 두 부처님, 셋 넷 다섯 부처님께만 선근을 심은 것이 아니라 이미 한량없는 천만 부처님 처소에서 온갖 선근을 심었으므로 이 글귀를 듣고 한 생각에 청정한 믿음을 내는 것이다. [13, 460, 348, 477]
document-end: 금강반야바라밀경 끝 [13, 1880, 48, 1886]
paragraph: 수보리야, 항하에 있는 모래 수만큼 이와 같은 모래 수의 항하가 있다면 어떻게 생각하느냐? 이 모든 항하의 모래가 많겠느냐? 수보리가 말씀드렸다. 매우 많습니다, 세존이시여. 모든 항하만 하여도 오히려 수없이 많거늘 하물며 그 모래이겠습니까? 수보리야, 내가 지금 진실한 말로 너에게 이르노니, 만약 어떤 선남자 선여인이 칠보로 저 항하의 모래 수만큼의 삼천대천세계를 가득 채워 보시한다면 얻는 복이 많겠느냐? 수보리가 말씀드렸다. 매우 많습니다, 세존이시여. 부처님께서 수보리에게 말씀하셨다. 만약 선남자 선여인이 이 경 가운데 사구게 등이라도 받아 지녀 다른 사람을 위해 설한다면 이 복덕은 앞의 복덕보다 뛰어나다. [13, 837, 346, 861]
separator: — [48, 1477, 55, 1482]
paragraph: 是故 須菩提 菩薩 應離一切相 發阿耨多羅三藐三菩提心 不應住色生心 不應住聲香味觸法生心 應生無所住心 若心有住 卽爲非住 是故 佛說菩薩 心不應住色布施 須菩提 菩薩 爲利益一切衆生 應如是布施 如來說一切諸相 卽是非相 又說一切衆生 卽非衆生 [13, 1150, 346, 1162]
altar [0, 93, 361, 116]
